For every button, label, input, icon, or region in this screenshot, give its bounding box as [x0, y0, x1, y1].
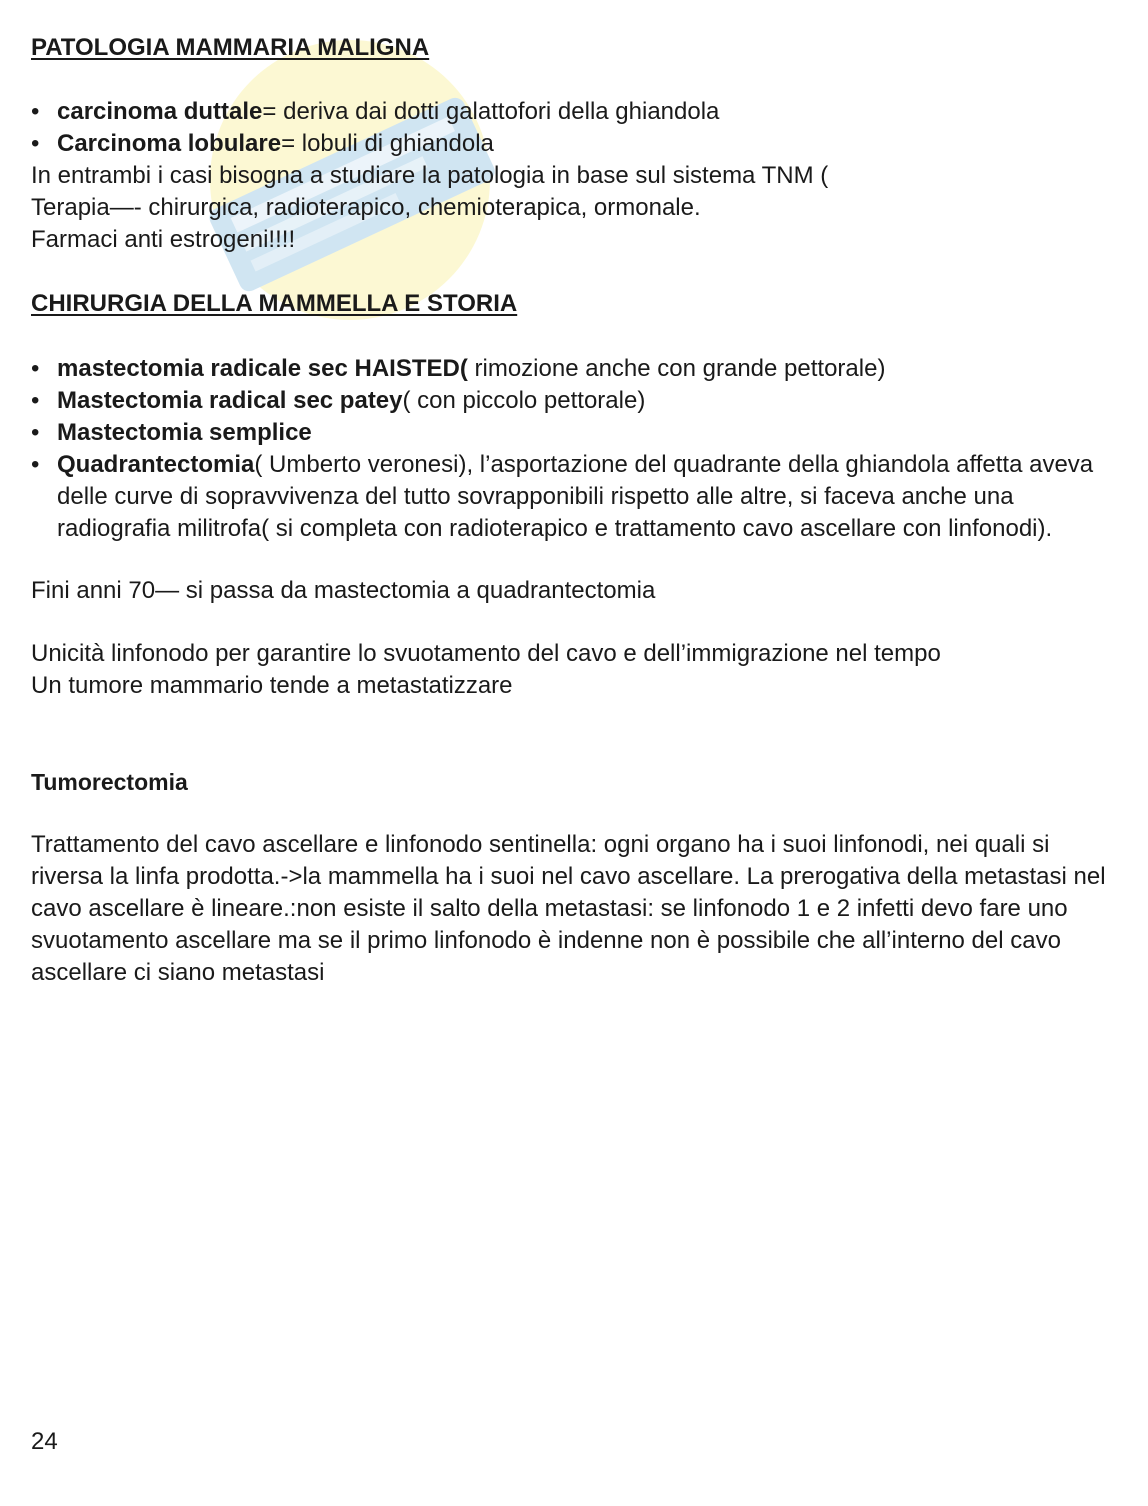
text-line: Fini anni 70— si passa da mastectomia a quadrantectomia	[31, 577, 656, 604]
text-line: In entrambi i casi bisogna a studiare la patologia in base sul sistema TNM (	[31, 162, 829, 189]
list-item-term: Mastectomia semplice	[57, 419, 312, 446]
text-line: Un tumore mammario tende a metastatizzare	[31, 672, 513, 699]
bullet-icon: •	[31, 387, 40, 414]
text-line: Terapia—- chirurgica, radioterapico, chemioterapica, ormonale.	[31, 194, 701, 221]
list-item-term: Quadrantectomia	[57, 451, 255, 478]
bullet-icon: •	[31, 355, 40, 382]
list-item-description: = lobuli di ghiandola	[281, 130, 494, 157]
list-item-term: Mastectomia radical sec patey	[57, 387, 403, 414]
paragraph-sentinel-node: Trattamento del cavo ascellare e linfonodo sentinella: ogni organo ha i suoi linfonodi, nei quali si riversa la linfa prodotta.->la mammella ha i suoi nel cavo ascellare. La prerogativa della metastasi nel cavo ascellare è lineare.:non esiste il salto della metastasi: se linfonodo 1 e 2 infetti devo fare uno svuotamento ascellare ma se il primo linfonodo è indenne non è possibile che all’interno del cavo ascellare ci siano metastasi	[31, 831, 1106, 986]
bullet-icon: •	[31, 451, 40, 478]
text-line: Unicità linfonodo per garantire lo svuotamento del cavo e dell’immigrazione nel tempo	[31, 640, 941, 667]
subsection-title-tumorectomy: Tumorectomia	[31, 769, 188, 795]
page-number: 24	[31, 1428, 58, 1455]
section-title-malignant-pathology: PATOLOGIA MAMMARIA MALIGNA	[31, 34, 430, 61]
bullet-icon: •	[31, 130, 40, 157]
list-item-term: mastectomia radicale sec HAISTED(	[57, 355, 468, 382]
list-item-term: Carcinoma lobulare	[57, 130, 282, 157]
list-item-term: carcinoma duttale	[57, 98, 263, 125]
text-line: Farmaci anti estrogeni!!!!	[31, 226, 296, 253]
list-item-description: rimozione anche con grande pettorale)	[467, 355, 886, 382]
bullet-icon: •	[31, 419, 40, 446]
list-item-description: ( con piccolo pettorale)	[402, 387, 646, 414]
bullet-icon: •	[31, 98, 40, 125]
list-item-description: = deriva dai dotti galattofori della ghiandola	[262, 98, 720, 125]
list-item-description: ( Umberto veronesi), l’asportazione del quadrante della ghiandola affetta aveva delle curve di sopravvivenza del tutto sovrapponibili rispetto alle altre, si faceva anche una radiografia militrofa( si completa con radioterapico e trattamento cavo ascellare con linfonodi).	[57, 451, 1094, 542]
section-title-breast-surgery-history: CHIRURGIA DELLA MAMMELLA E STORIA	[31, 290, 518, 317]
